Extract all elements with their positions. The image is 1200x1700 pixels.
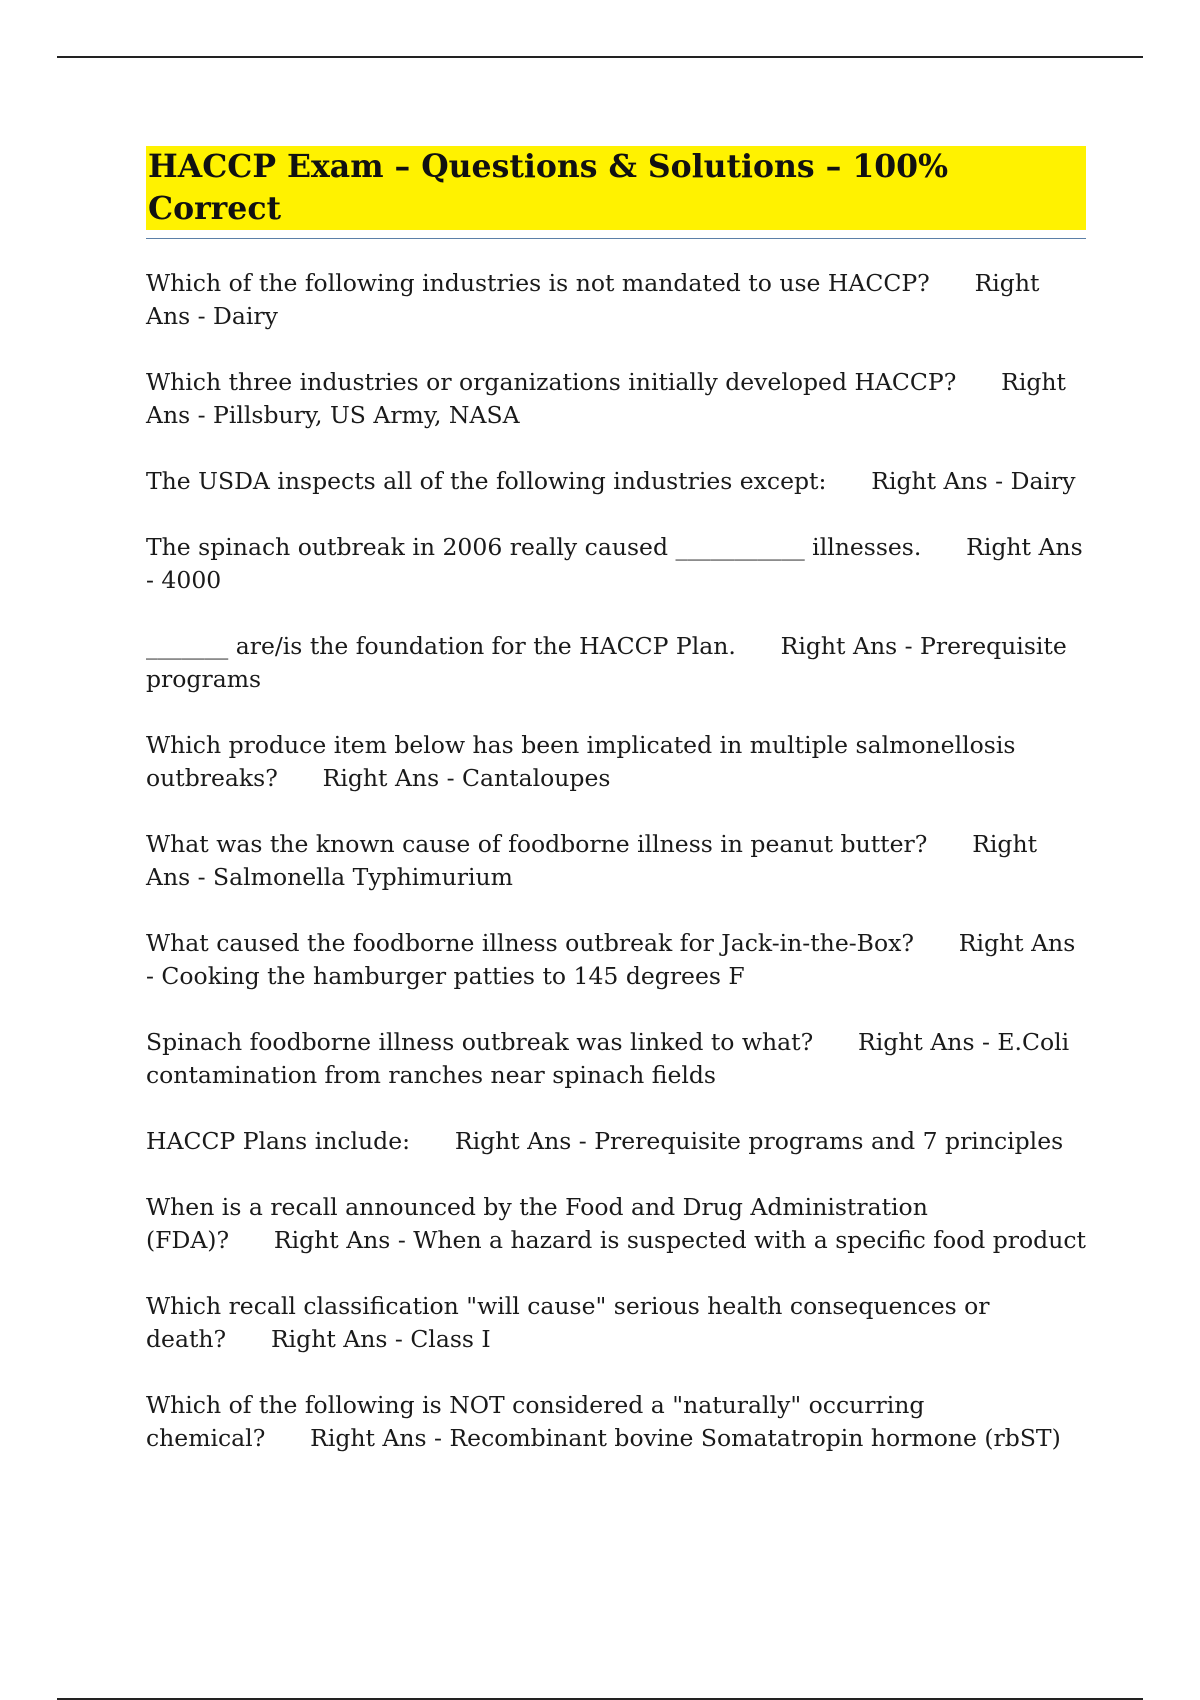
answer-prefix: Right Ans - (146, 533, 1091, 594)
qa-item (146, 366, 1086, 432)
answer-text: E.Coli contamination from ranches near spinach fields (146, 1028, 1077, 1089)
qa-item (146, 531, 1091, 597)
answer-prefix: Right Ans - (310, 1424, 450, 1452)
answer-prefix: Right Ans - (146, 269, 1047, 330)
qa-item (146, 465, 1086, 498)
document-title: HACCP Exam – Questions & Solutions – 100% Correct (146, 146, 1086, 230)
answer-text: Recombinant bovine Somatatropin hormone (rbST) (449, 1424, 1061, 1452)
answer-text: Prerequisite programs and 7 principles (594, 1127, 1064, 1155)
answer-text: Salmonella Typhimurium (213, 863, 513, 891)
qa-item (146, 828, 1086, 894)
qa-list (146, 267, 1091, 1455)
answer-text: Dairy (1010, 467, 1076, 495)
question-text: Which of the following is NOT considered a "naturally" occurring chemical? (146, 1391, 932, 1452)
answer-prefix: Right Ans - (322, 764, 463, 792)
question-text: Which recall classification "will cause" serious health consequences or death? (146, 1292, 998, 1353)
qa-item (146, 630, 1086, 696)
qa-item (146, 267, 1086, 333)
question-text: HACCP Plans include: (146, 1127, 411, 1155)
qa-item (146, 1191, 1086, 1257)
qa-item (146, 927, 1086, 993)
question-text: What was the known cause of foodborne illness in peanut butter? (146, 830, 928, 858)
qa-item (146, 1290, 1086, 1356)
question-text: Spinach foodborne illness outbreak was linked to what? (146, 1028, 814, 1056)
header-rule (57, 56, 1143, 58)
answer-prefix: Right Ans - (146, 368, 1074, 429)
question-text: What caused the foodborne illness outbreak for Jack-in-the-Box? (146, 929, 914, 957)
question-text: Which produce item below has been implicated in multiple salmonellosis outbreaks? (146, 731, 1023, 792)
answer-prefix: Right Ans - (780, 632, 921, 660)
title-block (146, 146, 1086, 239)
answer-text: Cooking the hamburger patties to 145 degrees F (161, 962, 745, 990)
answer-prefix: Right Ans - (454, 1127, 595, 1155)
qa-item (146, 1389, 1086, 1455)
answer-prefix: Right Ans - (273, 1226, 414, 1254)
question-text: Which of the following industries is not mandated to use HACCP? (146, 269, 930, 297)
answer-text: When a hazard is suspected with a specific food product (413, 1226, 1086, 1254)
answer-text: 4000 (161, 566, 222, 594)
question-text: When is a recall announced by the Food and Drug Administration (FDA)? (146, 1193, 936, 1254)
answer-text: Cantaloupes (462, 764, 611, 792)
question-text: The spinach outbreak in 2006 really caused ___________ illnesses. (146, 533, 922, 561)
answer-prefix: Right Ans - (270, 1325, 411, 1353)
document-body (146, 146, 1091, 1488)
question-text: Which three industries or organizations initially developed HACCP? (146, 368, 957, 396)
answer-prefix: Right Ans - (146, 929, 1083, 990)
answer-prefix: Right Ans - (871, 467, 1011, 495)
question-text: _______ are/is the foundation for the HACCP Plan. (146, 632, 736, 660)
answer-prefix: Right Ans - (146, 830, 1045, 891)
answer-text: Dairy (213, 302, 278, 330)
qa-item (146, 1026, 1086, 1092)
answer-text: Pillsbury, US Army, NASA (213, 401, 520, 429)
answer-text: Prerequisite programs (146, 632, 1075, 693)
answer-text: Class I (410, 1325, 491, 1353)
qa-item (146, 1125, 1086, 1158)
question-text: The USDA inspects all of the following industries except: (146, 467, 827, 495)
answer-prefix: Right Ans - (858, 1028, 998, 1056)
qa-item (146, 729, 1086, 795)
